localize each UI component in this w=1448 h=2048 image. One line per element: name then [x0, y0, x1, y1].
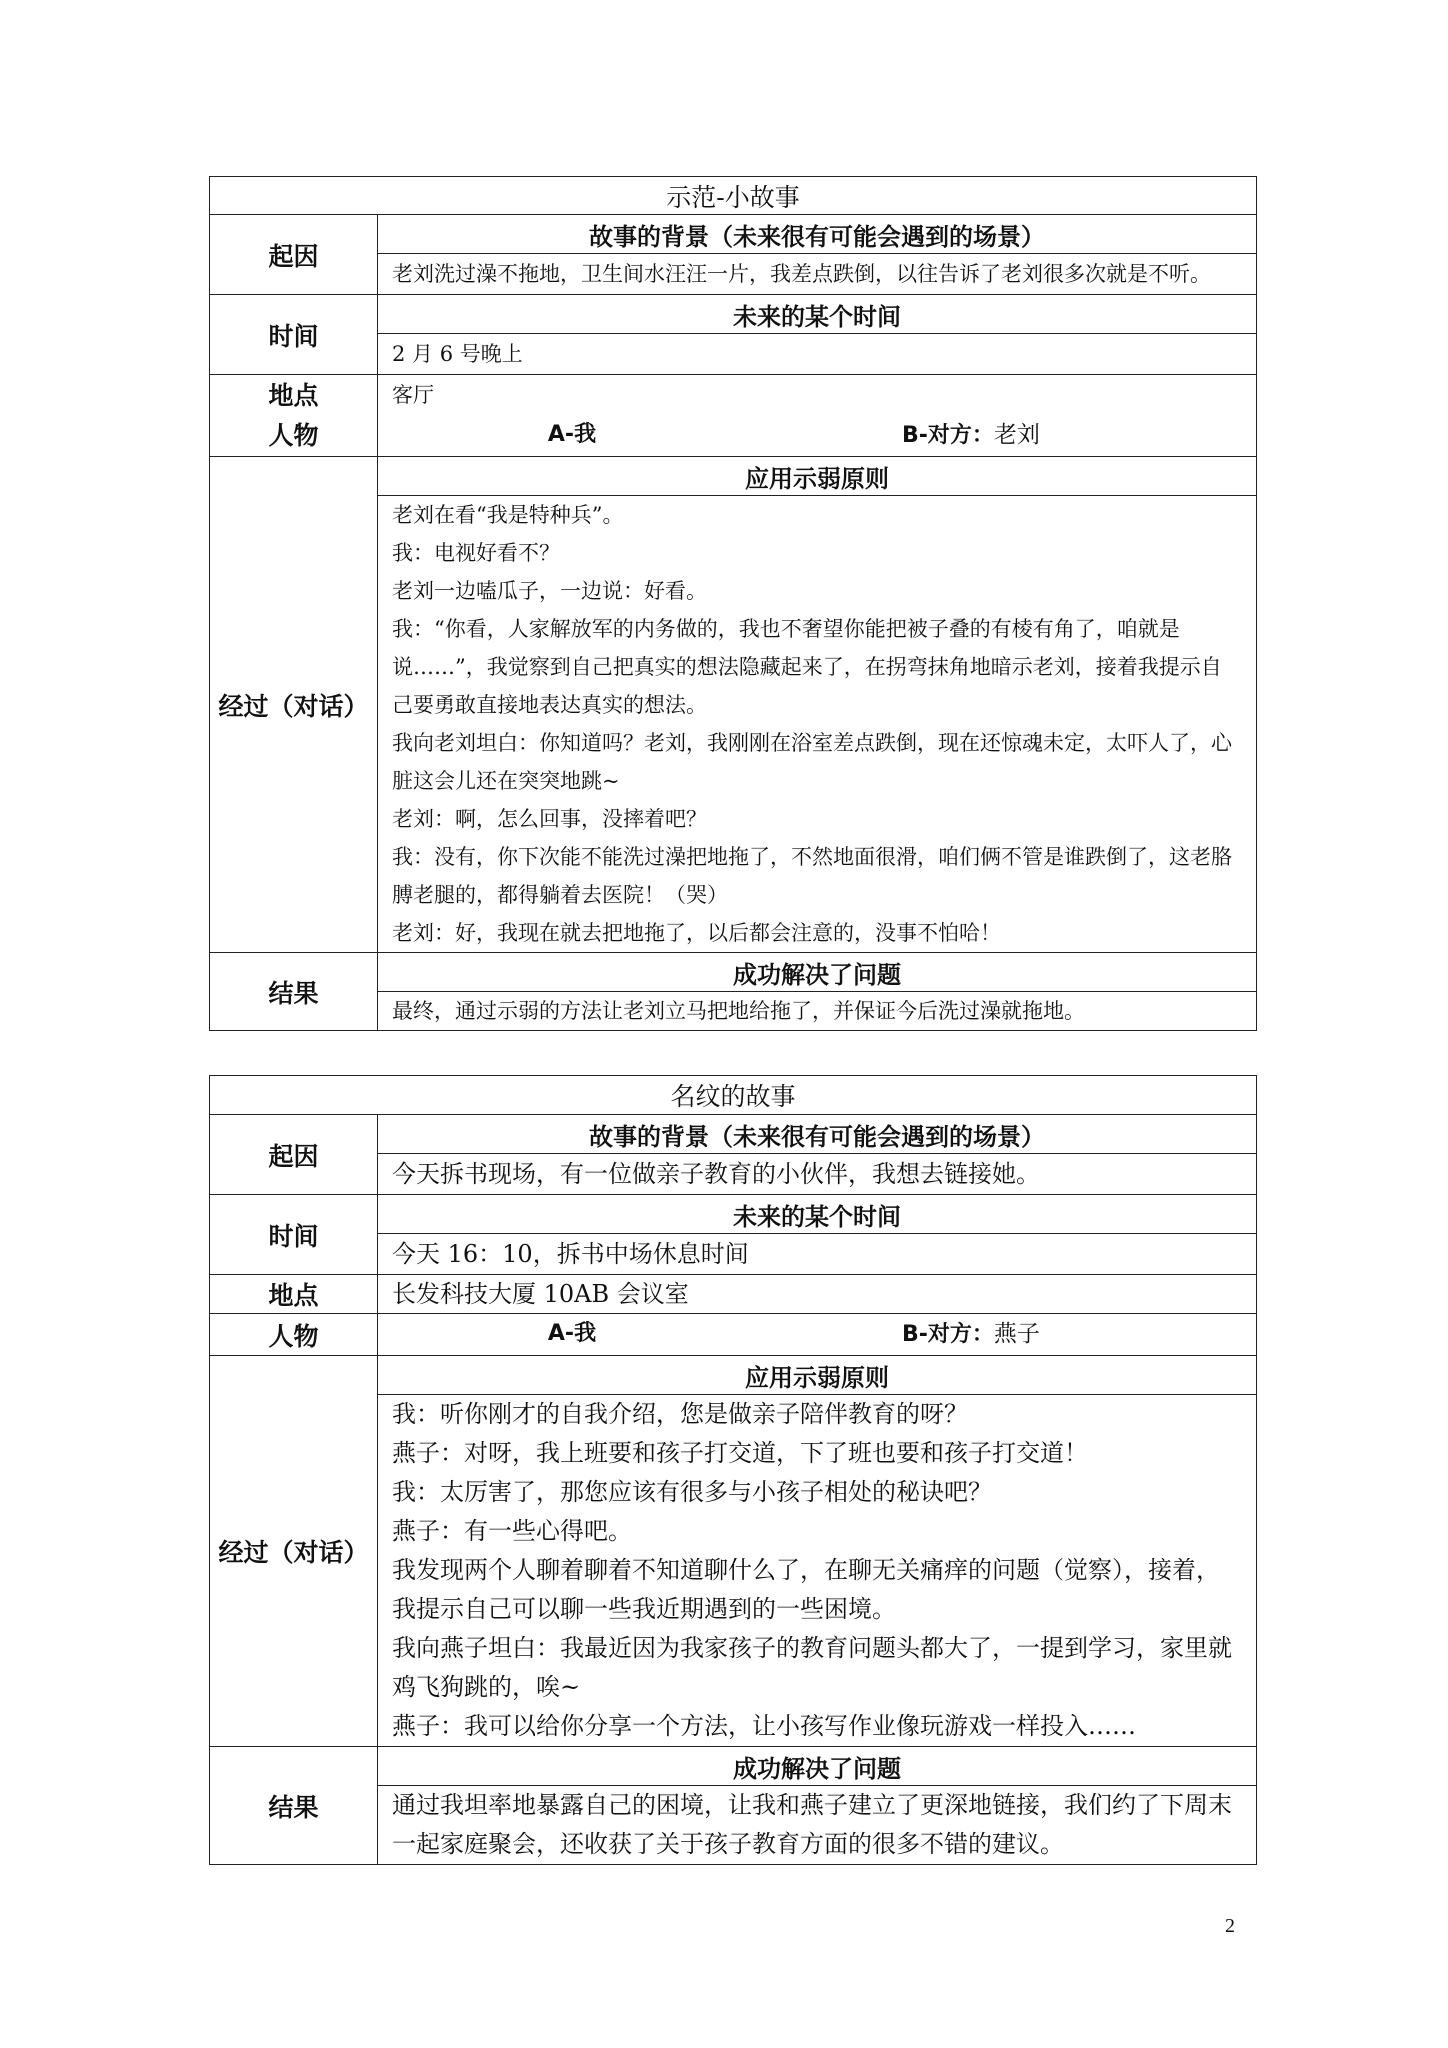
place-person-cell	[378, 375, 1257, 457]
dialogue-line: 我向老刘坦白：你知道吗？老刘，我刚刚在浴室差点跌倒，现在还惊魂未定，太吓人了，心脏这会儿还在突突地跳~	[392, 731, 1232, 793]
time-heading: 未来的某个时间	[378, 295, 1257, 334]
process-label: 经过（对话）	[210, 1356, 378, 1747]
dialogue-line: 老刘：啊，怎么回事，没摔着吧？	[392, 807, 707, 831]
dialogue-line: 老刘：好，我现在就去把地拖了，以后都会注意的，没事不怕哈！	[392, 921, 1001, 945]
dialogue-line: 我向燕子坦白：我最近因为我家孩子的教育问题头都大了，一提到学习，家里就鸡飞狗跳的，唉~	[392, 1634, 1232, 1701]
time-text: 今天 16：10，拆书中场休息时间	[378, 1234, 1257, 1275]
person-b-prefix: B-对方：	[902, 423, 994, 448]
person-label: 人物	[268, 420, 319, 450]
story-table-demo	[209, 176, 1257, 1031]
person-b	[902, 415, 1040, 456]
dialogue-line: 老刘在看“我是特种兵”。	[392, 503, 624, 527]
dialogue-line: 我：听你刚才的自我介绍，您是做亲子陪伴教育的呀？	[392, 1400, 968, 1428]
result-heading: 成功解决了问题	[378, 1747, 1257, 1786]
dialogue-line: 我：没有，你下次能不能洗过澡把地拖了，不然地面很滑，咱们俩不管是谁跌倒了，这老胳膊老腿的，都得躺着去医院！（哭）	[392, 845, 1232, 907]
page-number: 2	[1225, 1915, 1235, 1937]
result-label: 结果	[210, 953, 378, 1031]
person-label: 人物	[210, 1314, 378, 1356]
dialogue-line: 燕子：我可以给你分享一个方法，让小孩写作业像玩游戏一样投入……	[392, 1712, 1136, 1740]
process-heading: 应用示弱原则	[378, 457, 1257, 496]
place-label: 地点	[268, 380, 319, 410]
place-person-label	[210, 375, 378, 457]
place-text: 客厅	[392, 383, 434, 407]
person-a: A-我	[547, 1321, 597, 1346]
time-text: 2 月 6 号晚上	[378, 334, 1257, 375]
cause-label: 起因	[210, 215, 378, 295]
person-b-name: 老刘	[993, 422, 1040, 448]
dialogue-line: 老刘一边嗑瓜子，一边说：好看。	[392, 579, 707, 603]
cause-heading: 故事的背景（未来很有可能会遇到的场景）	[378, 215, 1257, 254]
process-heading: 应用示弱原则	[378, 1356, 1257, 1395]
cause-text: 今天拆书现场，有一位做亲子教育的小伙伴，我想去链接她。	[378, 1154, 1257, 1195]
place-label: 地点	[210, 1275, 378, 1314]
process-label: 经过（对话）	[210, 457, 378, 953]
table-title: 示范-小故事	[210, 177, 1257, 215]
story-table-mingwen	[209, 1075, 1257, 1865]
dialogue-line: 我发现两个人聊着聊着不知道聊什么了，在聊无关痛痒的问题（觉察），接着，我提示自己可以聊一些我近期遇到的一些困境。	[392, 1556, 1220, 1623]
person-b-prefix: B-对方：	[902, 1322, 994, 1347]
time-heading: 未来的某个时间	[378, 1195, 1257, 1234]
person-line	[392, 1314, 1242, 1355]
person-b-name: 燕子	[993, 1321, 1040, 1347]
dialogue-cell	[378, 1395, 1257, 1747]
result-label: 结果	[210, 1747, 378, 1865]
dialogue-line: 我：“你看，人家解放军的内务做的，我也不奢望你能把被子叠的有棱有角了，咱就是说……”，我觉察到自己把真实的想法隐藏起来了，在拐弯抹角地暗示老刘，接着我提示自己要勇敢直接地表达真实的想法。	[392, 617, 1222, 717]
cause-heading: 故事的背景（未来很有可能会遇到的场景）	[378, 1115, 1257, 1154]
result-heading: 成功解决了问题	[378, 953, 1257, 992]
cause-text: 老刘洗过澡不拖地，卫生间水汪汪一片，我差点跌倒，以往告诉了老刘很多次就是不听。	[378, 254, 1257, 295]
cause-label: 起因	[210, 1115, 378, 1195]
dialogue-line: 我：电视好看不？	[392, 541, 560, 565]
person-b	[902, 1314, 1040, 1355]
person-a: A-我	[547, 422, 597, 447]
table-title: 名纹的故事	[210, 1076, 1257, 1115]
dialogue-line: 燕子：有一些心得吧。	[392, 1517, 632, 1545]
result-text: 通过我坦率地暴露自己的困境，让我和燕子建立了更深地链接，我们约了下周末一起家庭聚会，还收获了关于孩子教育方面的很多不错的建议。	[378, 1786, 1257, 1865]
time-label: 时间	[210, 1195, 378, 1275]
dialogue-cell	[378, 496, 1257, 953]
person-line	[392, 415, 1242, 456]
dialogue-line: 我：太厉害了，那您应该有很多与小孩子相处的秘诀吧？	[392, 1478, 992, 1506]
place-text: 长发科技大厦 10AB 会议室	[378, 1275, 1257, 1314]
person-cell	[378, 1314, 1257, 1356]
result-text: 最终，通过示弱的方法让老刘立马把地给拖了，并保证今后洗过澡就拖地。	[378, 992, 1257, 1031]
time-label: 时间	[210, 295, 378, 375]
dialogue-line: 燕子：对呀，我上班要和孩子打交道，下了班也要和孩子打交道！	[392, 1439, 1088, 1467]
